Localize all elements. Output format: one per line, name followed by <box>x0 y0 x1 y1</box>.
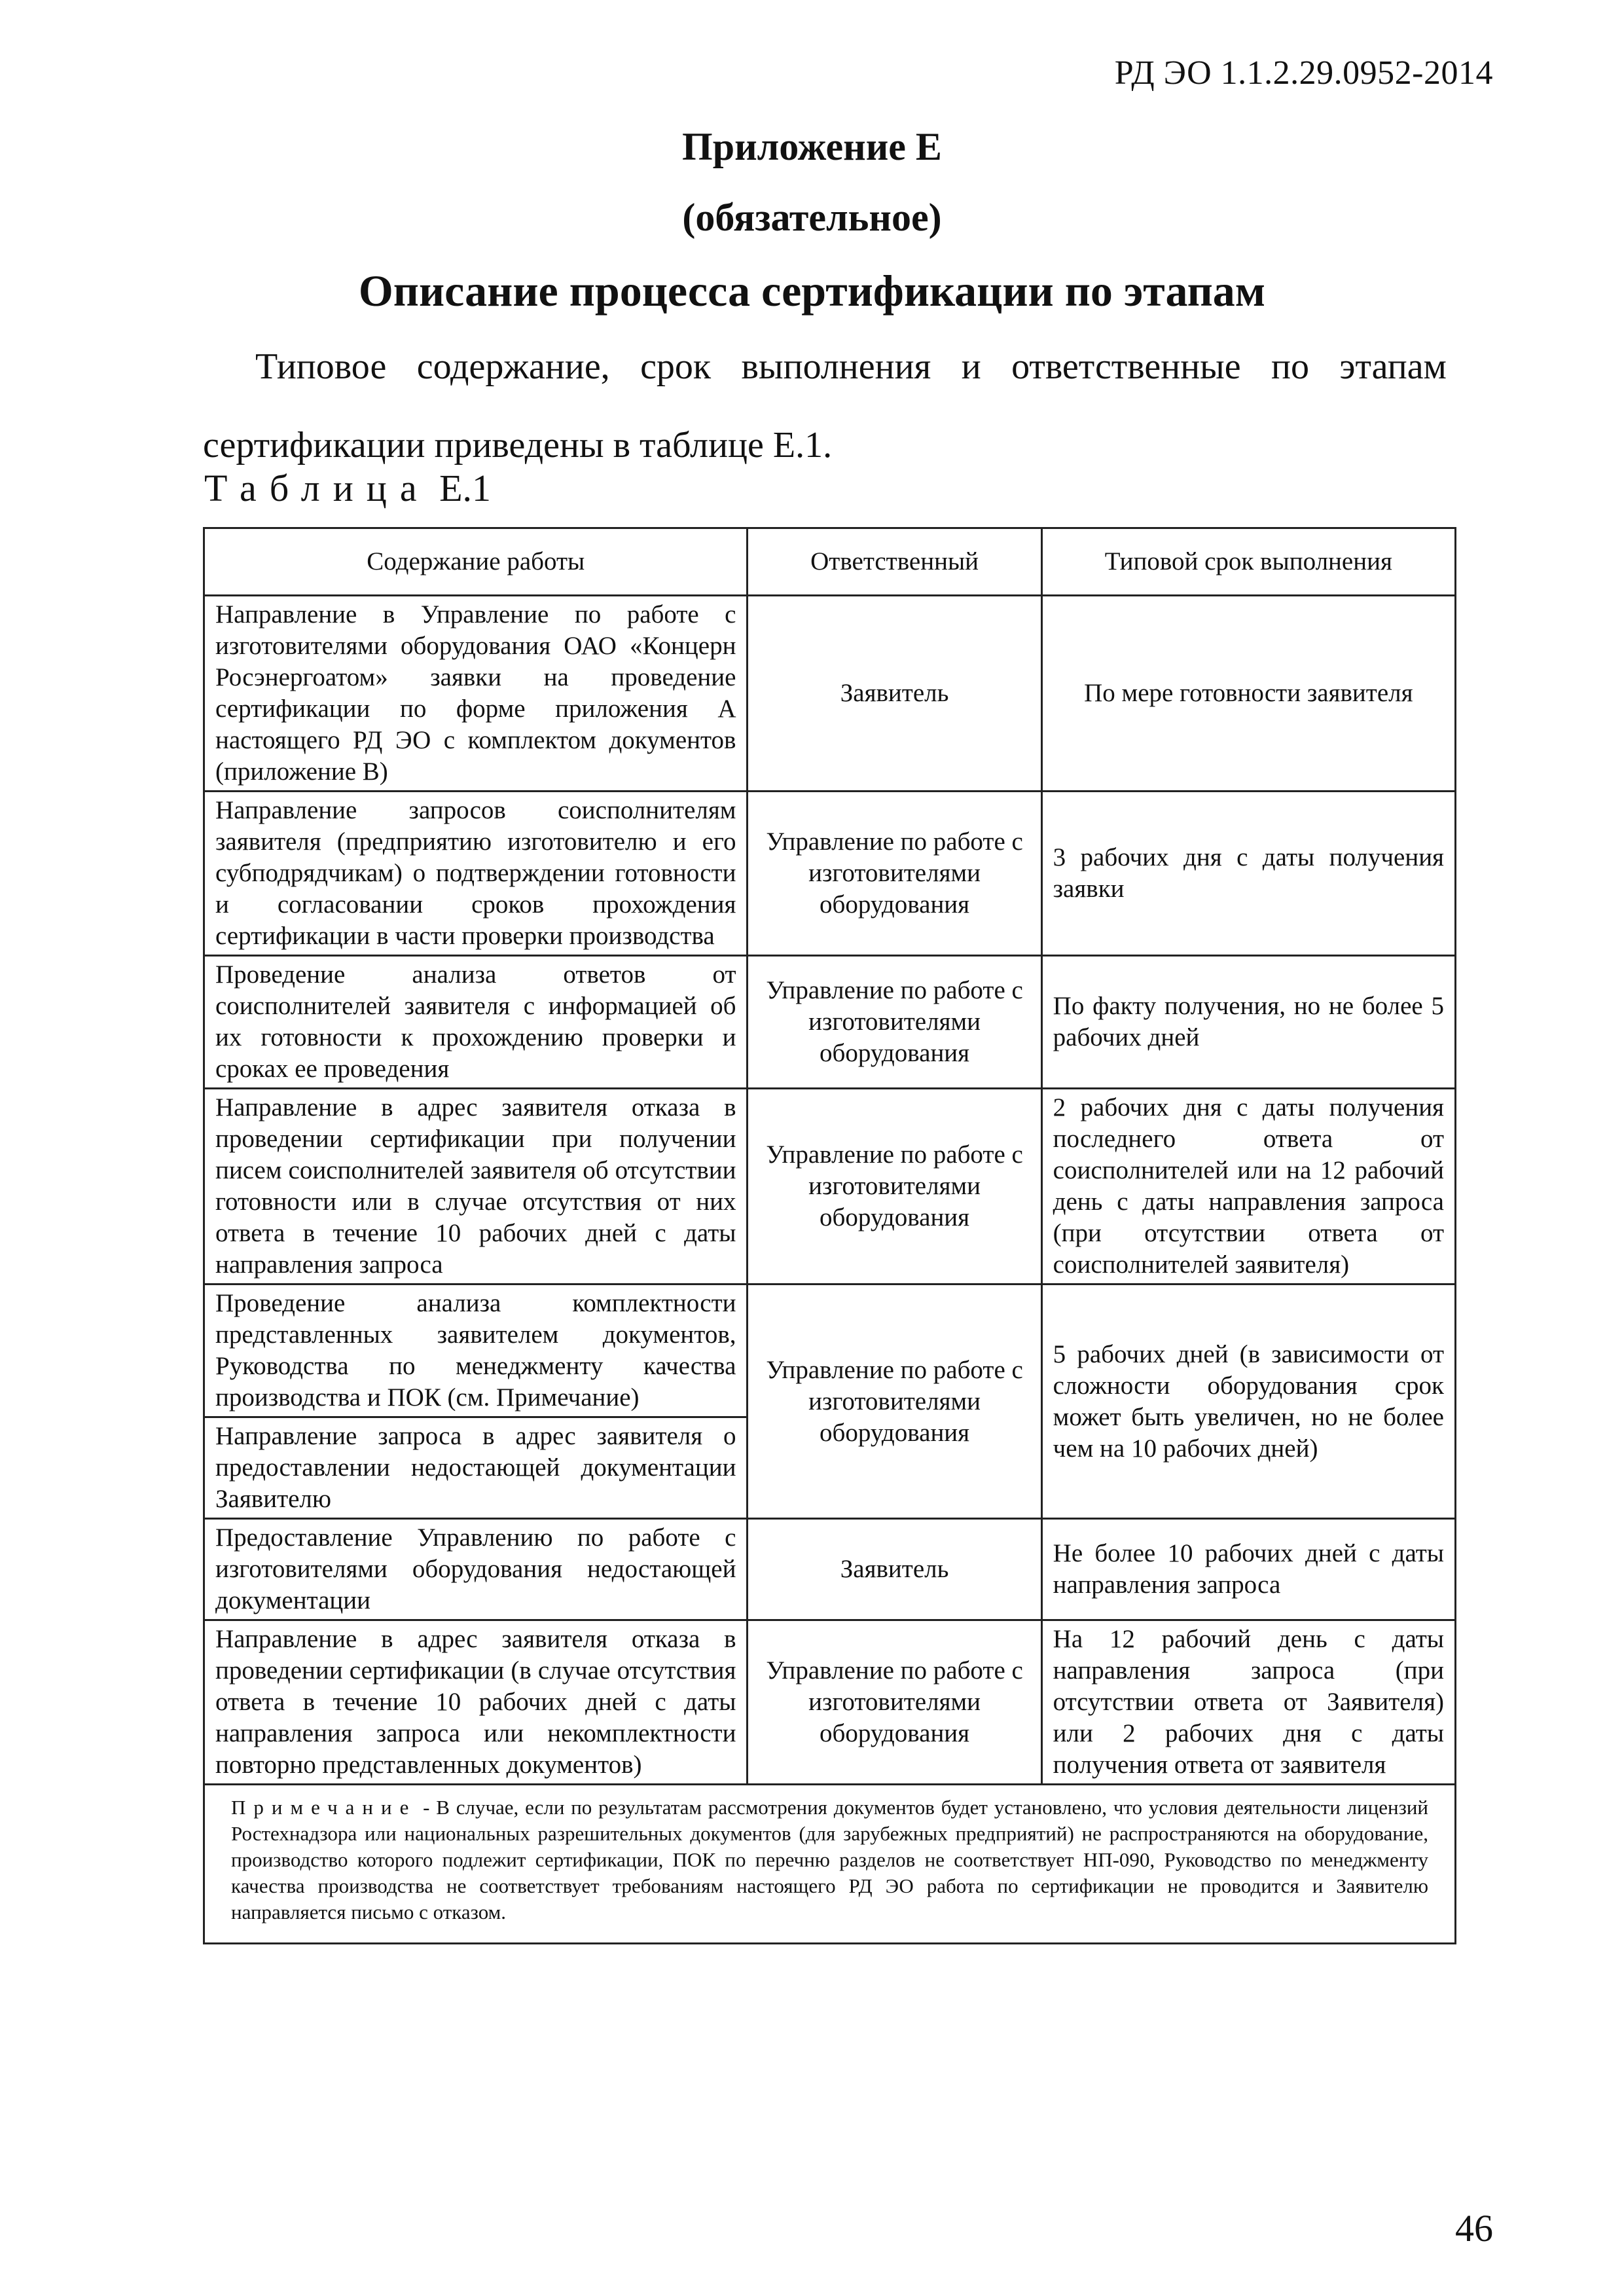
cell-work: Направление в адрес заявителя отказа в проведении сертификации при получении писем соисполнителей заявителя об отсутствии готовности или в случае отсутствия от них ответа в течение 10 рабочих дней с даты направления запроса <box>204 1089 748 1285</box>
note-label: Примечание <box>231 1796 417 1819</box>
table-caption <box>204 466 491 510</box>
cell-responsible: Управление по работе с изготовителями оборудования <box>748 792 1041 956</box>
certification-stages-table <box>203 527 1456 1944</box>
cell-responsible: Заявитель <box>748 1519 1041 1620</box>
appendix-heading: Приложение Е <box>682 125 942 168</box>
cell-work: Направление запросов соисполнителям заявителя (предприятию изготовителю и его субподрядчикам) о подтверждении готовности и согласовании сроков прохождения сертификации в части проверки производства <box>204 792 748 956</box>
document-code: РД ЭО 1.1.2.29.0952-2014 <box>1114 54 1493 92</box>
cell-work: Направление в адрес заявителя отказа в проведении сертификации (в случае отсутствия ответа в течение 10 рабочих дней с даты направления запроса или некомплектности повторно представленных документов) <box>204 1620 748 1785</box>
cell-responsible: Управление по работе с изготовителями оборудования <box>748 1620 1041 1785</box>
cell-term: На 12 рабочий день с даты направления запроса (при отсутствии ответа от Заявителя) или 2 рабочих дня с даты получения ответа от заявителя <box>1041 1620 1455 1785</box>
cell-work: Направление запроса в адрес заявителя о предоставлении недостающей документации Заявителю <box>204 1417 748 1519</box>
table-row <box>204 1620 1456 1785</box>
cell-term: По мере готовности заявителя <box>1041 596 1455 792</box>
table-row <box>204 1089 1456 1285</box>
cell-work: Проведение анализа ответов от соисполнителей заявителя с информацией об их готовности к прохождению проверки и сроках ее проведения <box>204 956 748 1089</box>
header-term: Типовой срок выполнения <box>1041 528 1455 596</box>
cell-work: Проведение анализа комплектности представленных заявителем документов, Руководства по менеджменту качества производства и ПОК (см. Примечание) <box>204 1285 748 1417</box>
appendix-title: Описание процесса сертификации по этапам <box>358 266 1266 316</box>
table-row <box>204 956 1456 1089</box>
appendix-status: (обязательное) <box>682 196 942 239</box>
table-row <box>204 792 1456 956</box>
intro-paragraph: Типовое содержание, срок выполнения и ответственные по этапам сертификации приведены в таблице Е.1. <box>203 346 1447 465</box>
table-row <box>204 596 1456 792</box>
header-work-content: Содержание работы <box>204 528 748 596</box>
certification-table-container <box>203 527 1456 1944</box>
cell-term: 5 рабочих дней (в зависимости от сложности оборудования срок может быть увеличен, но не более чем на 10 рабочих дней) <box>1041 1285 1455 1519</box>
table-header-row <box>204 528 1456 596</box>
cell-term: Не более 10 рабочих дней с даты направления запроса <box>1041 1519 1455 1620</box>
table-caption-number: Е.1 <box>439 467 491 509</box>
cell-work: Направление в Управление по работе с изготовителями оборудования ОАО «Концерн Росэнергоатом» заявки на проведение сертификации по форме приложения А настоящего РД ЭО с комплектом документов (приложение В) <box>204 596 748 792</box>
cell-term: 3 рабочих дня с даты получения заявки <box>1041 792 1455 956</box>
cell-responsible: Управление по работе с изготовителями оборудования <box>748 956 1041 1089</box>
cell-responsible: Управление по работе с изготовителями оборудования <box>748 1285 1041 1519</box>
table-row <box>204 1519 1456 1620</box>
header-responsible: Ответственный <box>748 528 1041 596</box>
page-number: 46 <box>1455 2207 1493 2250</box>
table-row <box>204 1285 1456 1417</box>
cell-work: Предоставление Управлению по работе с изготовителями оборудования недостающей документации <box>204 1519 748 1620</box>
note-text: - В случае, если по результатам рассмотрения документов будет установлено, что условия деятельности лицензий Ростехнадзора или национальных разрешительных документов (для зарубежных предприятий) не распространяются на оборудование, производство которого подлежит сертификации, ПОК по перечню разделов не соответствует НП-090, Руководство по менеджменту качества производства не соответствует требованиям настоящего РД ЭО работа по сертификации не проводится и Заявителю направляется письмо с отказом. <box>231 1796 1428 1923</box>
table-note <box>204 1785 1456 1944</box>
cell-responsible: Заявитель <box>748 596 1041 792</box>
cell-term: 2 рабочих дня с даты получения последнего ответа от соисполнителей или на 12 рабочий день с даты направления запроса (при отсутствии ответа от соисполнителей заявителя) <box>1041 1089 1455 1285</box>
table-caption-label: Таблица <box>204 467 430 509</box>
cell-term: По факту получения, но не более 5 рабочих дней <box>1041 956 1455 1089</box>
cell-responsible: Управление по работе с изготовителями оборудования <box>748 1089 1041 1285</box>
table-note-row <box>204 1785 1456 1944</box>
